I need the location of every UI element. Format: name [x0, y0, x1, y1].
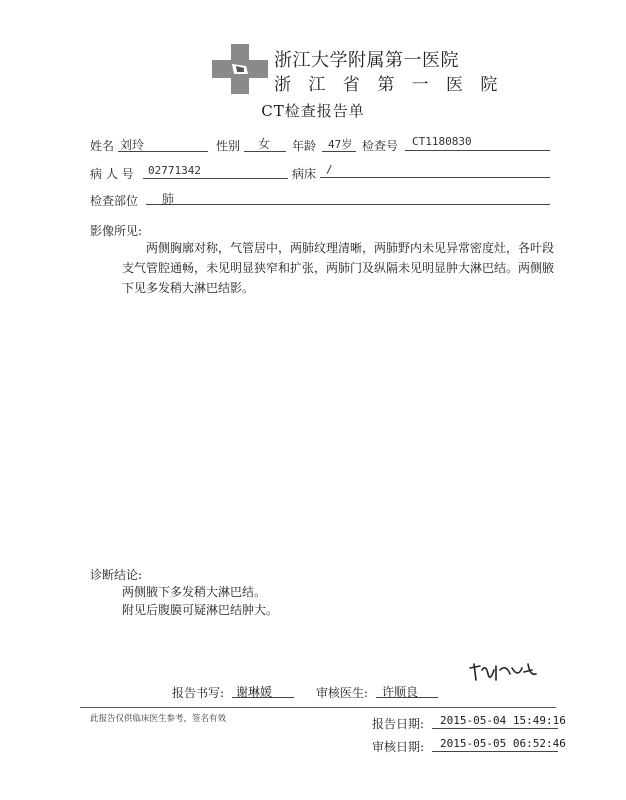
- hospital-logo-icon: [212, 44, 268, 94]
- review-date-value: 2015-05-05 06:52:46: [440, 737, 566, 750]
- conclusion-line-2: 附见后腹膜可疑淋巴结肿大。: [122, 603, 279, 617]
- writer-underline: [232, 697, 294, 698]
- hospital-name-secondary: 浙 江 省 第 一 医 院: [274, 75, 504, 95]
- patient-id-label: 病 人 号: [90, 167, 134, 181]
- exam-site-underline: [146, 204, 550, 205]
- patient-id-value: 02771342: [148, 164, 201, 177]
- bed-underline: [320, 177, 550, 178]
- exam-site-value: 肺: [162, 192, 175, 206]
- age-underline: [322, 151, 356, 152]
- reviewer-label: 审核医生:: [316, 686, 369, 700]
- conclusion-line-1: 两侧腋下多发稍大淋巴结。: [122, 585, 267, 599]
- patient-id-underline: [143, 178, 288, 179]
- review-date-underline: [432, 751, 558, 752]
- age-label: 年龄: [292, 139, 317, 153]
- name-underline: [118, 151, 208, 152]
- name-label: 姓名: [90, 139, 115, 153]
- hospital-name-primary: 浙江大学附属第一医院: [274, 50, 459, 71]
- findings-label: 影像所见:: [90, 224, 143, 238]
- report-title: CT检查报告单: [261, 102, 365, 120]
- disclaimer-note: 此报告仅供临床医生参考，签名有效: [90, 714, 227, 724]
- gender-value: 女: [258, 137, 271, 151]
- reviewer-value: 许顺良: [382, 685, 419, 699]
- findings-text: 两侧胸廓对称，气管居中，两肺纹理清晰，两肺野内未见异常密度灶，各叶段支气管腔通畅，未见明显狭窄和扩张，两肺门及纵隔未见明显肿大淋巴结。两侧腋下见多发稍大淋巴结影。: [122, 241, 555, 295]
- reviewer-underline: [376, 697, 438, 698]
- review-date-label: 审核日期:: [372, 740, 425, 754]
- bed-label: 病床: [292, 167, 317, 181]
- gender-label: 性别: [216, 139, 241, 153]
- exam-site-label: 检查部位: [90, 194, 139, 208]
- name-value: 刘玲: [120, 138, 145, 152]
- report-date-underline: [432, 728, 558, 729]
- report-date-value: 2015-05-04 15:49:16: [440, 714, 566, 727]
- handwritten-signature: [466, 660, 546, 688]
- conclusion-label: 诊断结论:: [90, 568, 143, 582]
- footer-divider: [80, 707, 556, 708]
- age-value: 47岁: [328, 138, 353, 151]
- writer-label: 报告书写:: [172, 686, 225, 700]
- exam-no-label: 检查号: [362, 139, 399, 153]
- exam-no-underline: [405, 150, 550, 151]
- writer-value: 谢琳媛: [236, 685, 273, 699]
- report-date-label: 报告日期:: [372, 717, 425, 731]
- bed-value: /: [326, 163, 333, 176]
- gender-underline: [244, 151, 286, 152]
- exam-no-value: CT1180830: [412, 135, 472, 148]
